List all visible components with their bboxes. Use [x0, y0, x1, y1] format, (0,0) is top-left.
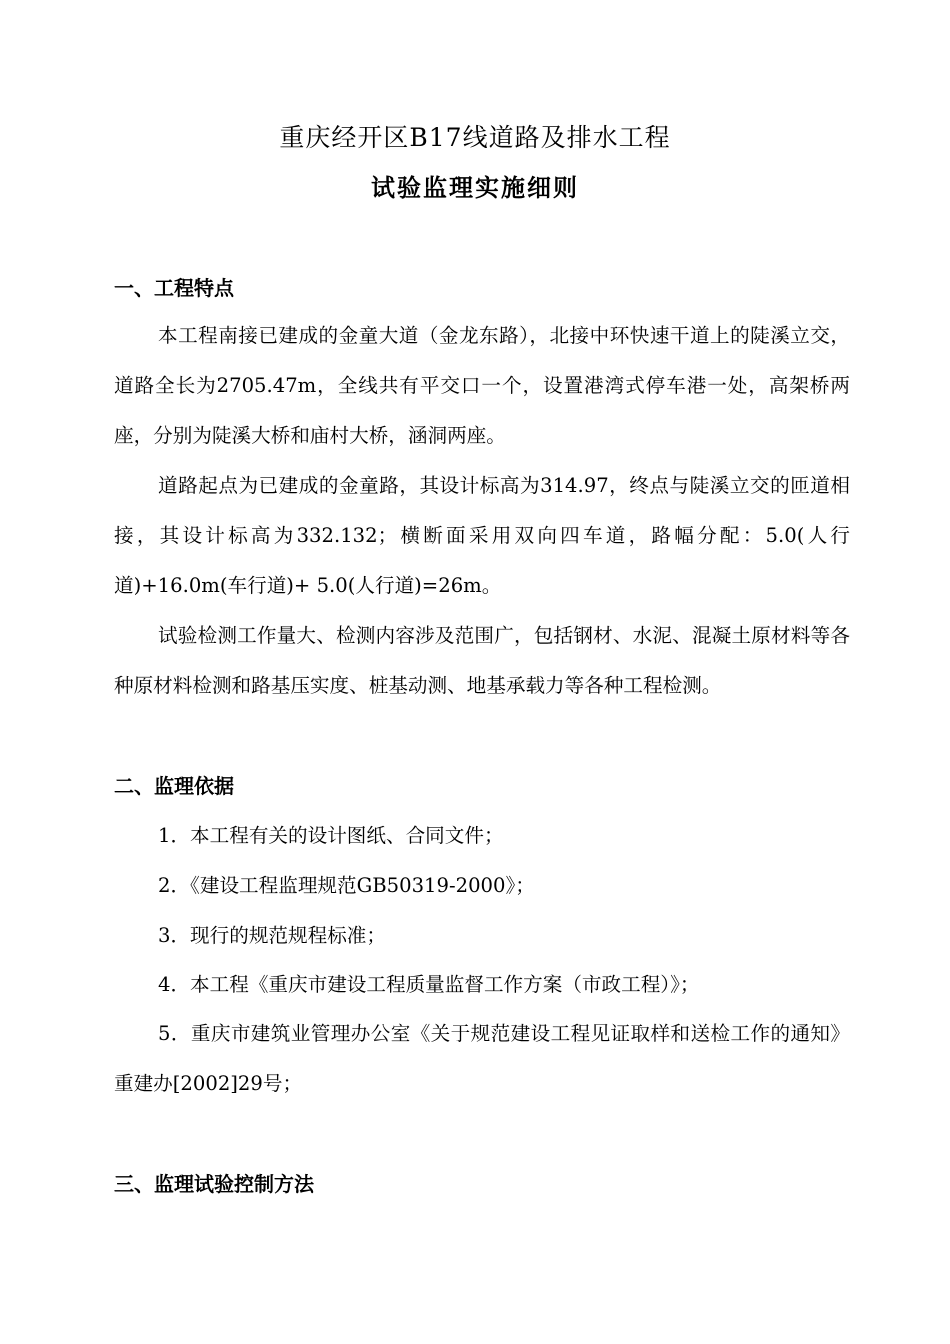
basis-list-item: 4．本工程《重庆市建设工程质量监督工作方案（市政工程）》； [158, 973, 700, 996]
paragraph-project-overview: 本工程南接已建成的金童大道（金龙东路），北接中环快速干道上的陡溪立交，道路全长为2705.47m，全线共有平交口一个，设置港湾式停车港一处，高架桥两座，分别为陡溪大桥和庙村大桥，涵洞两座。 [114, 324, 850, 447]
paragraph-road-elevation: 道路起点为已建成的金童路，其设计标高为314.97，终点与陡溪立交的匝道相接，其设计标高为332.132；横断面采用双向四车道，路幅分配：5.0(人行道)+16.0m(车行道)+ 5.0(人行道)=26m。 [114, 474, 850, 597]
basis-list-item: 2．《建设工程监理规范GB50319-2000》； [158, 874, 535, 897]
document-subtitle: 试验监理实施细则 [371, 173, 579, 202]
document-title: 重庆经开区B17线道路及排水工程 [279, 123, 671, 152]
basis-list-item: 5．重庆市建筑业管理办公室《关于规范建设工程见证取样和送检工作的通知》重建办[2002]29号； [114, 1022, 850, 1095]
section-heading-testing-control-method: 三、监理试验控制方法 [114, 1172, 314, 1196]
section-heading-project-features: 一、工程特点 [114, 276, 234, 300]
basis-list-item: 1．本工程有关的设计图纸、合同文件； [158, 824, 504, 847]
basis-list-item: 3．现行的规范规程标准； [158, 924, 386, 947]
section-heading-supervision-basis: 二、监理依据 [114, 774, 234, 798]
paragraph-testing-scope: 试验检测工作量大、检测内容涉及范围广，包括钢材、水泥、混凝土原材料等各种原材料检测和路基压实度、桩基动测、地基承载力等各种工程检测。 [114, 624, 850, 697]
